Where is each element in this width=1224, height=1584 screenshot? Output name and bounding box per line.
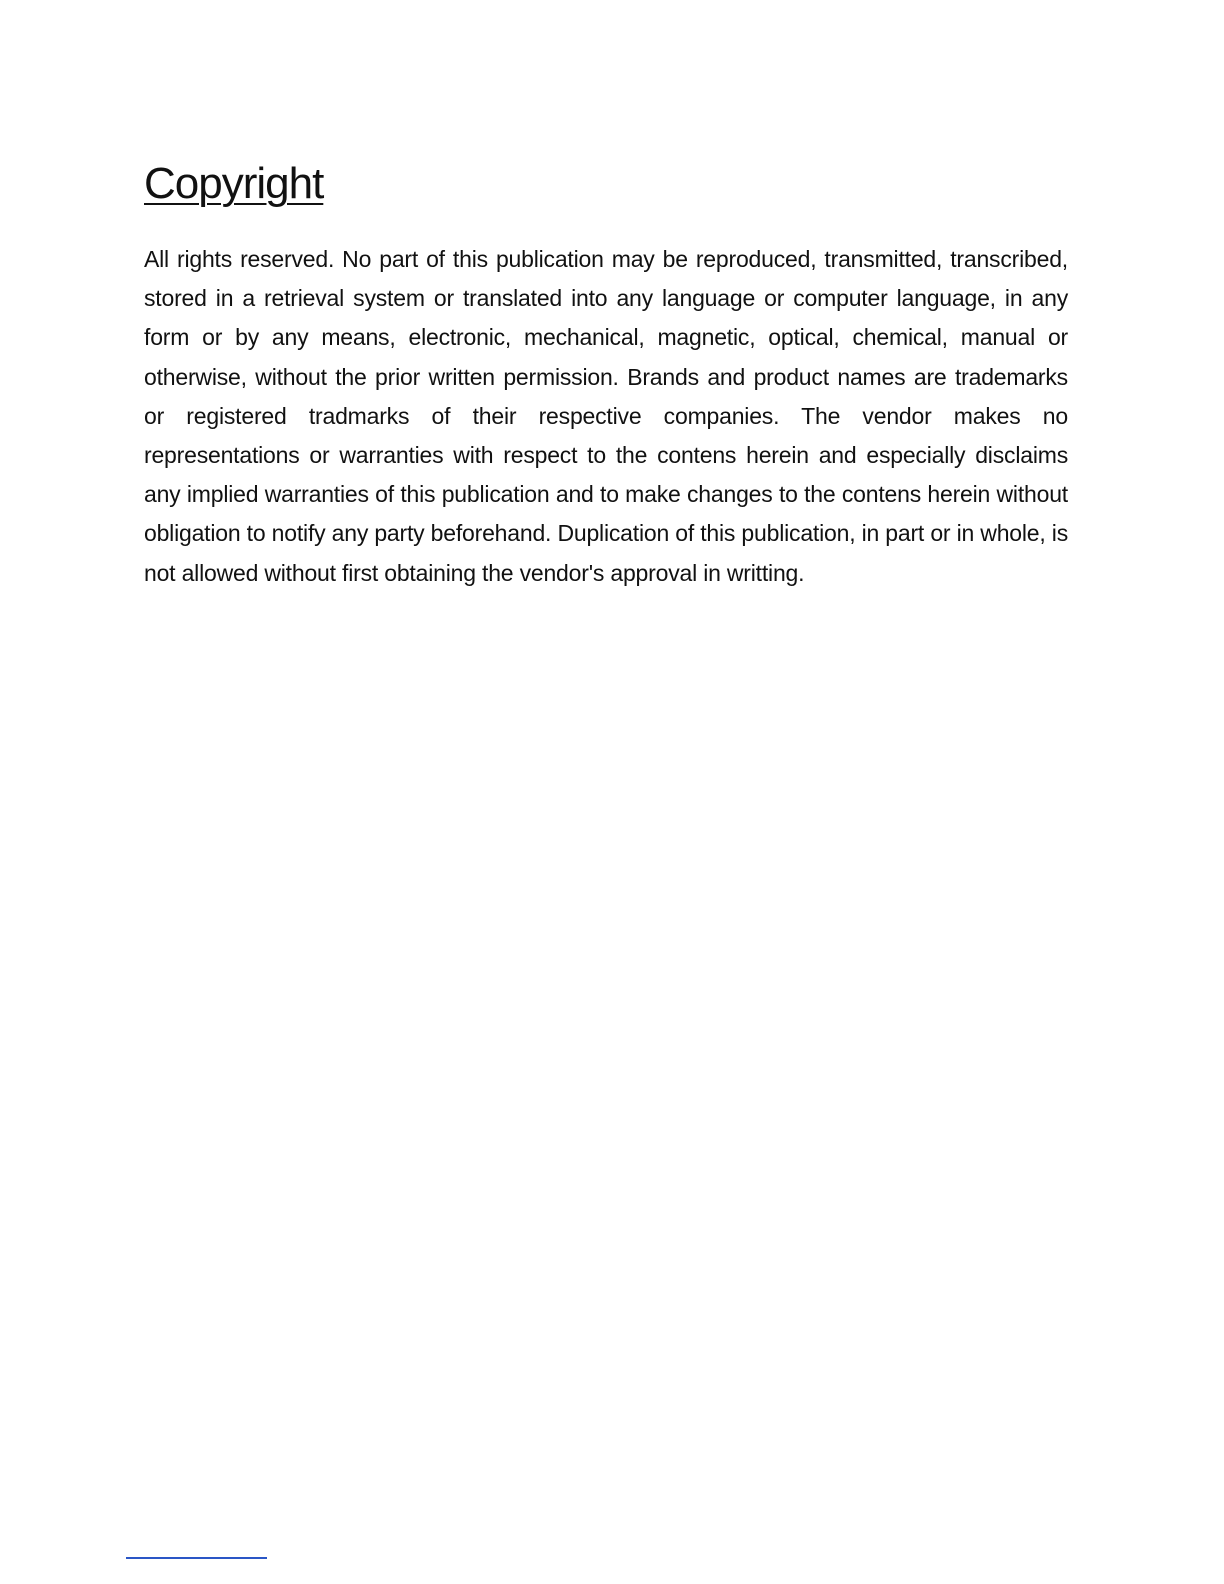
page-title: Copyright	[144, 159, 324, 208]
copyright-paragraph: All rights reserved. No part of this publication may be reproduced, transmitted, transcribed, stored in a retrieval system or translated into any language or computer language, in any form or by any means, electronic, mechanical, magnetic, optical, chemical, manual or otherwise, without the prior written permission. Brands and product names are trademarks or registered tradmarks of their respective companies. The vendor makes no representations or warranties with respect to the contens herein and especially disclaims any implied warranties of this publication and to make changes to the contens herein without obligation to notify any party beforehand. Duplication of this publication, in part or in whole, is not allowed without first obtaining the vendor's approval in writting.	[144, 246, 1068, 586]
footer-divider	[126, 1557, 267, 1559]
